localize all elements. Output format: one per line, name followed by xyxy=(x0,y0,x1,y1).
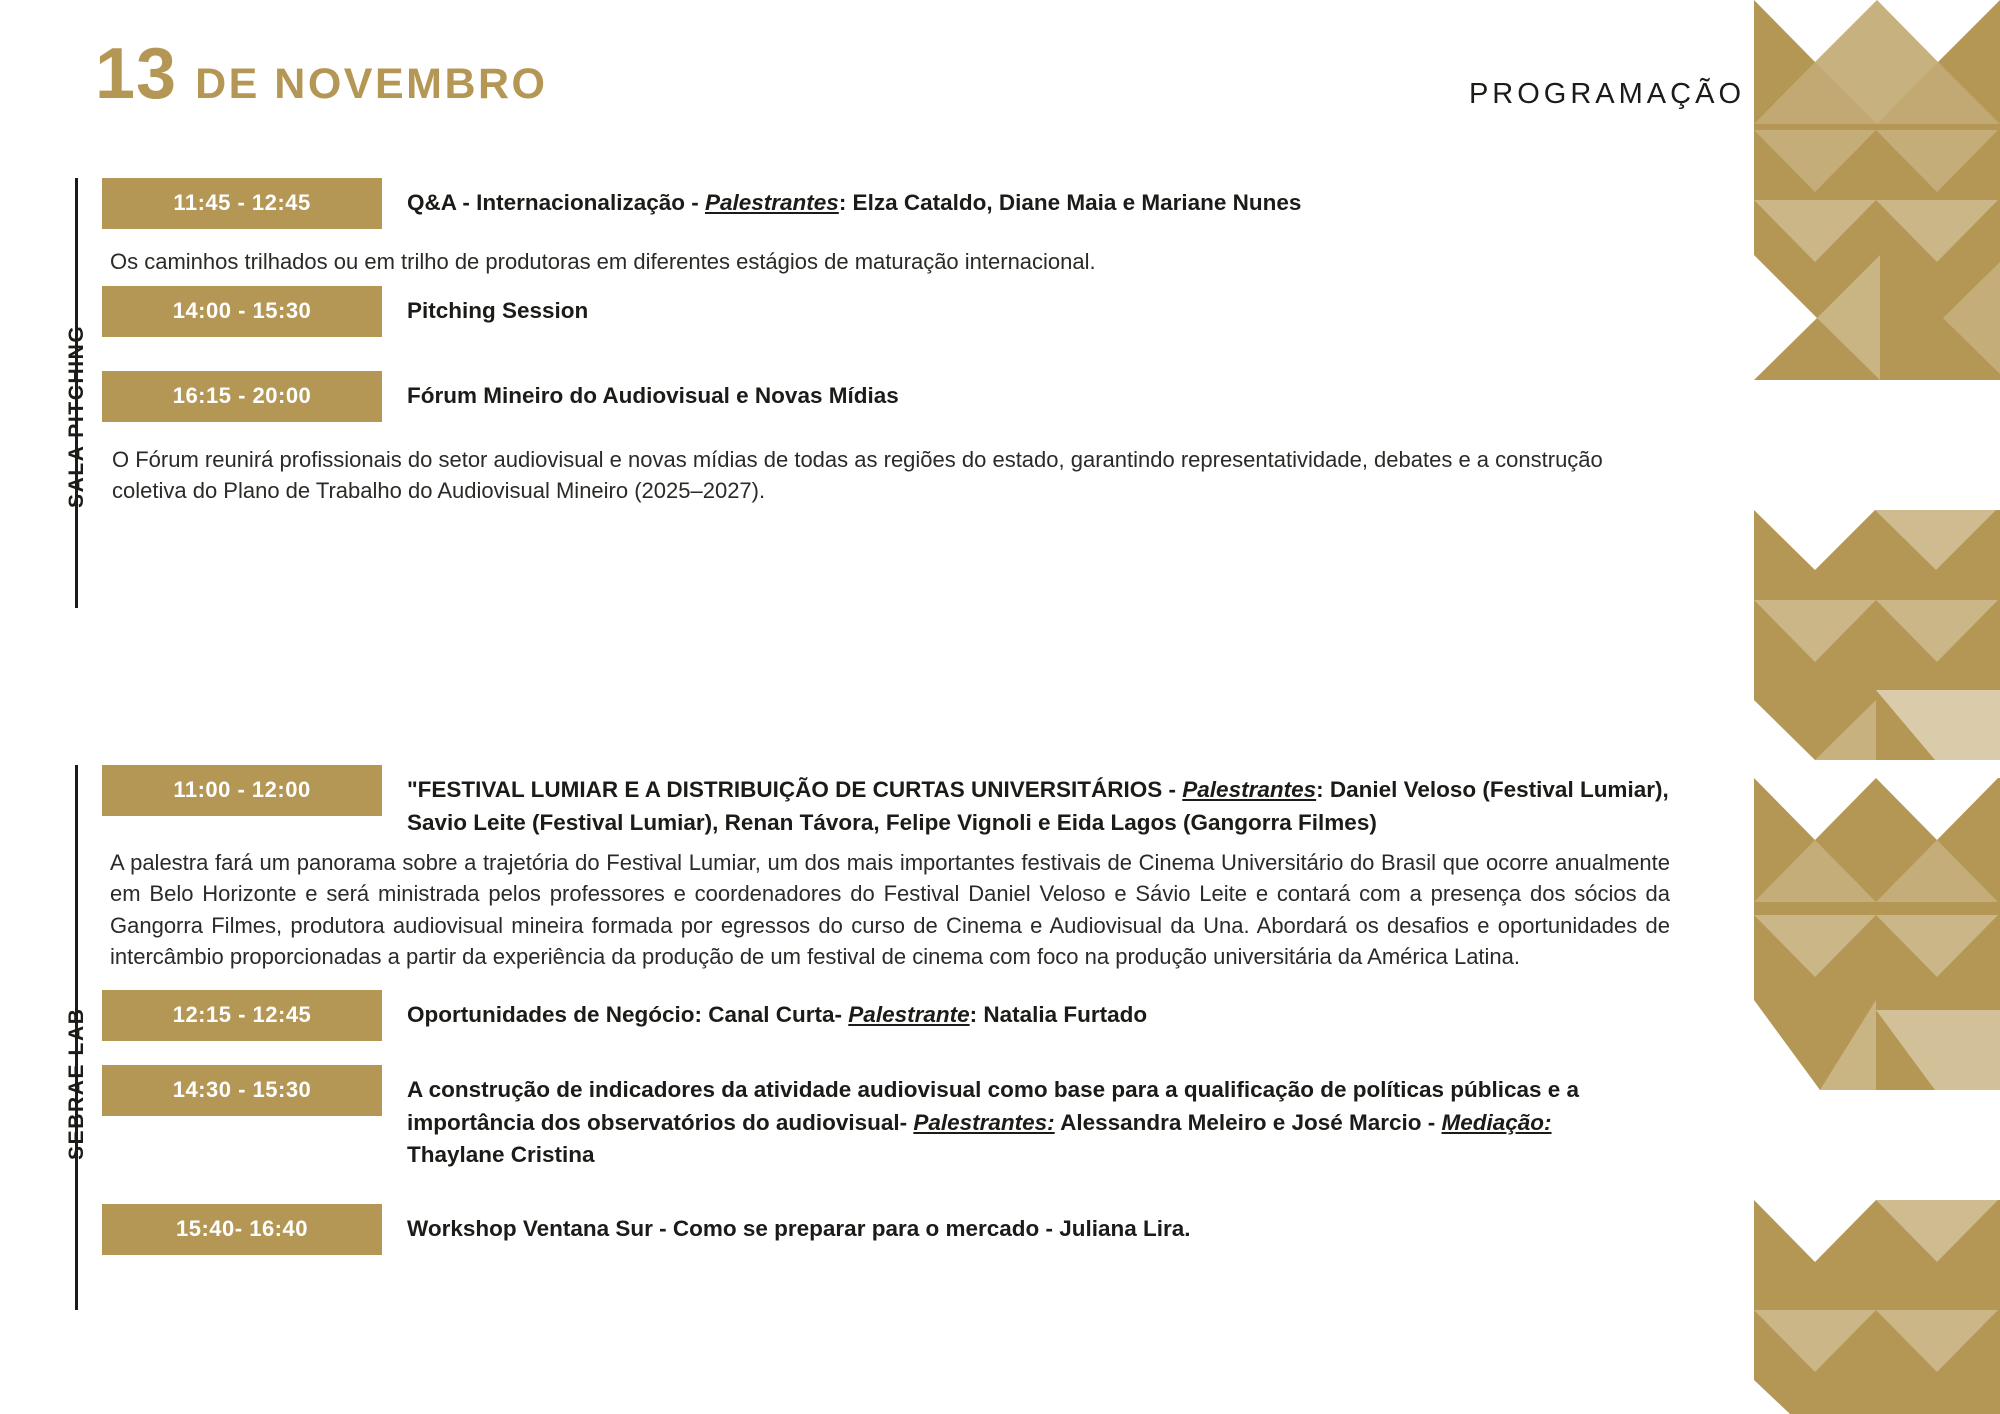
time-badge: 12:15 - 12:45 xyxy=(102,990,382,1041)
session-description: A palestra fará um panorama sobre a trajetória do Festival Lumiar, um dos mais importantes festivais de Cinema Universitário do Brasil que ocorre anualmente em Belo Horizonte e será ministrada pelos professores e coordenadores do Festival Daniel Veloso e Sávio Leite e contará com a presença dos sócios da Gangorra Filmes, produtora audiovisual mineira formada por egressos do curso de Cinema e Audiovisual da Una. Abordará os desafios e oportunidades de intercâmbio proporcionadas a partir da experiência da produção de um festival de cinema com foco na produção universitária da América Latina. xyxy=(110,850,1670,969)
date-number: 13 xyxy=(95,34,178,114)
session-title: Pitching Session xyxy=(407,298,589,324)
schedule-row[interactable] xyxy=(102,765,1752,839)
schedule-row[interactable] xyxy=(102,178,1752,229)
session-title-text: Oportunidades de Negócio: Canal Curta- xyxy=(407,1002,849,1028)
geometric-pattern-icon xyxy=(1745,0,2000,1414)
page-header xyxy=(0,0,1745,150)
session-speaker-label: Palestrantes xyxy=(1182,777,1317,802)
schedule-row[interactable] xyxy=(102,286,1752,337)
page-title: PROGRAMAÇÃO xyxy=(1468,78,1745,110)
session-title xyxy=(407,178,1301,220)
session-speaker-names: Alessandra Meleiro e José Marcio - xyxy=(1054,1109,1442,1135)
time-badge: 11:45 - 12:45 xyxy=(102,178,382,229)
session-title xyxy=(407,765,1677,839)
session-title-text: A construção de indicadores da atividade audiovisual como base para a qualificação de políticas públicas e a importância dos observatórios do audiovisual- xyxy=(407,1077,1580,1135)
date-block xyxy=(95,34,548,114)
session-speaker-names: : Elza Cataldo, Diane Maia e Mariane Nunes xyxy=(838,190,1302,215)
session-mediation-label: Mediação: xyxy=(1441,1109,1552,1135)
session-title-text: Q&A - Internacionalização - xyxy=(407,190,705,215)
session-speaker-label: Palestrantes: xyxy=(913,1109,1055,1135)
session-speaker-names: : Daniel Veloso (Festival Lumiar), Savio Leite (Festival Lumiar), Renan Távora, Felipe Vignoli e Eida Lagos (Gangorra Filmes) xyxy=(407,777,1669,835)
session-title: Workshop Ventana Sur - Como se preparar para o mercado - Juliana Lira. xyxy=(407,1216,1191,1242)
session-title: Fórum Mineiro do Audiovisual e Novas Mídias xyxy=(407,383,899,409)
session-speaker-label: Palestrantes xyxy=(704,190,839,215)
session-list-sebrae-lab xyxy=(102,765,1752,1255)
schedule-row[interactable] xyxy=(102,371,1752,422)
session-title xyxy=(407,1065,1637,1172)
date-month-label: DE NOVEMBRO xyxy=(195,60,548,108)
schedule-row[interactable] xyxy=(102,1204,1752,1255)
time-badge: 16:15 - 20:00 xyxy=(102,371,382,422)
time-badge: 15:40- 16:40 xyxy=(102,1204,382,1255)
section-label-sebrae-lab: SEBRAE LAB xyxy=(65,1007,88,1160)
time-badge: 11:00 - 12:00 xyxy=(102,765,382,816)
session-description: Os caminhos trilhados ou em trilho de produtoras em diferentes estágios de maturação internacional. xyxy=(110,249,1096,274)
schedule-row[interactable] xyxy=(102,1065,1752,1172)
time-badge: 14:00 - 15:30 xyxy=(102,286,382,337)
session-title xyxy=(407,990,1147,1032)
session-title-text: "FESTIVAL LUMIAR E A DISTRIBUIÇÃO DE CURTAS UNIVERSITÁRIOS - xyxy=(407,777,1183,802)
decorative-side-band xyxy=(1745,0,2000,1414)
schedule-row[interactable] xyxy=(102,990,1752,1041)
section-label-sala-pitching: SALA PITCHING xyxy=(65,324,88,508)
time-badge: 14:30 - 15:30 xyxy=(102,1065,382,1116)
session-mediator-name: Thaylane Cristina xyxy=(407,1142,595,1168)
session-speaker-names: : Natalia Furtado xyxy=(969,1002,1148,1028)
session-list-sala-pitching xyxy=(102,178,1752,507)
session-speaker-label: Palestrante xyxy=(848,1002,970,1028)
session-description: O Fórum reunirá profissionais do setor audiovisual e novas mídias de todas as regiões do estado, garantindo representatividade, debates e a construção coletiva do Plano de Trabalho do Audiovisual Mineiro (2025–2027). xyxy=(112,447,1603,504)
